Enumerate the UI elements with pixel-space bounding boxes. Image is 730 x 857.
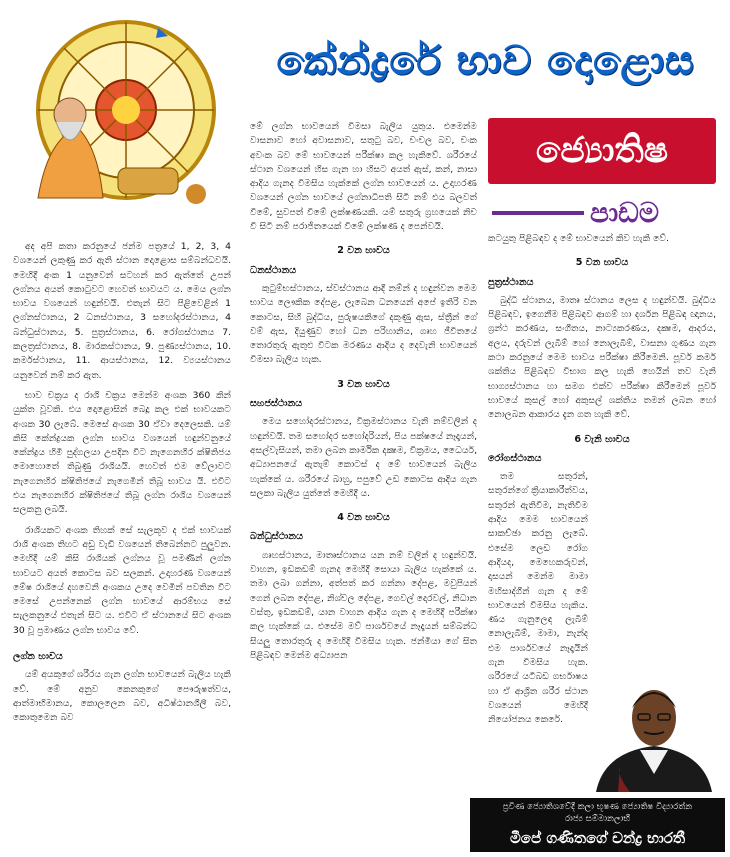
section-heading: 2 වන භාවය	[337, 245, 390, 257]
paragraph: මෙය සහෝදරස්ථානය, වික්‍රමස්ථානය වැනි නම්වලින් ද හඳුන්වයි. තම සහෝදර සහෝදරියන්, පිය පක්ෂයේ නෑදෑයන්, අසල්වැසියන්, තමා ලබන කාර්මික දක්‍ෂම, වික්‍රමය, ධෛර්ය, අධ්‍යාපනයේ ඇතැම් කොටස් ද මේ භාවයෙන් බැලිය හැක්කේ ය. ශරීරයේ බාහු, පපුවේ උඩ කොටස ආදිය ගැන සලකා බැලිය යුත්තේ මෙහිදී ය.	[250, 416, 477, 499]
author-credentials: ප්‍රවීණ ජ්‍යොතිශවේදී කලා භූෂණ ජ්‍යොතිෂ විද්‍යාරත්න	[502, 802, 693, 812]
page-title: කේන්ද්‍රරේ භාව දොළොස	[276, 38, 695, 84]
author-award: රාජ්‍ය සම්මානලාභී	[564, 814, 631, 824]
section-subheading: සහජස්ථානය	[250, 398, 303, 410]
paragraph: ගෘහස්ථානය, මාතෘස්ථානය යන නම් වලින් ද හඳුන්වයි. වාහන, ඉඩකඩම් ගැනද මෙහිදී සොයා බැලිය හැක්කේ ය. තමා ලබා ගන්නා, අත්පත් කර ගන්නා දේපළ, මවුපියන් ගෙන් ලබන දේපළ, නිශ්චල දේපළ, ගෙවල් දොරවල්, නිධාන වස්තු, ඉඩකඩම්, යාන වාහන ආදිය ගැන ද මෙහිදී පරීක්ෂා කල හැක්කේ ය. එසේම මව් පාර්ශවයේ නෑදෑයන් සම්බන්ධ සියලු තොරතුරු ද මෙහිදී විමසිය හැක. ජන්මියා ගේ සිත පිළිබඳව මෙන්ම අධ්‍යාපන	[250, 549, 477, 661]
section-subheading: රෝගස්ථානය	[488, 452, 542, 464]
zodiac-wheel-illustration	[8, 18, 228, 218]
section-heading: 4 වන භාවය	[337, 512, 390, 524]
section-subheading: බන්ධුස්ථානය	[250, 531, 303, 543]
section-subheading: ධනස්ථානය	[250, 264, 297, 276]
section-subheading: පුත්‍රස්ථානය	[488, 276, 534, 288]
divider-line	[492, 211, 584, 215]
section-heading: 3 වන භාවය	[337, 378, 390, 390]
paragraph: යම් අයකුගේ ශරීරය ගැන ලග්න භාවයෙන් බැලිය හැකි වේ. මේ අනුව කෙනකුගේ පෞරුෂත්වය, ආත්මාභිමානය, කොලලෙන බව, අධිෂ්ඨානශීලී බව, කොතුමෙන බව	[13, 669, 231, 724]
paragraph: බුද්ධි ස්ථානය, මාතෘ ස්ථානය ලෙස ද හඳුන්වයි. බුද්ධිය පිළිබඳව, ඉගෙනීම පිළිබඳව ආගම් හා දර්ශන පිළිබඳ ඥානය, ග්‍රන්ථ කරණය, සංගීතය, නාට්‍යකරණය, දක්‍ෂම, ආදරය, අලය, දරුවන් ලැබීම් හෝ නොලැබීම්, වාසනා ගුණය ගැන කථා කරනුයේ මෙම භාවය පරීක්ෂා කිරීමෙනි. පූර්ව කර්ම ශක්තිය පිළිබඳව විභාග කල හැකි හෙයින් තව වැනි භාග්‍යස්ථානය හා සමග එක්ව පරීක්ෂා කිරීමෙන් පූර්ව භාවයේ කුසල් හෝ අකුසල් ශක්තිය තමන් ලබන හෝ නොලබන ආකාරය දැන ගත හැකි වේ.	[488, 294, 716, 421]
paragraph: රාශියකට අංශක තිහක් සේ සැලකූව ද එක් භාවයක් රාශි අංශක තිහට අඩු වැඩි වශයෙන් තිබෙන්නට පුලුවන. මෙහිදී යම් කිසි රාශියක් ලග්නය වූ පමණින් ලග්න භාවයට අයත් කොටස බව සලකන්. උදාහරණ වශයෙන් මේෂ රාශියේ දහවෙනි අංශකය උදෙ වෙමින් පවතින විට මෙසේ උපන්නෙක් ලග්න භාවයේ ආරම්භය සේ සැලකනුයේ එතැන් සිට ය. එවිට ඒ ස්ථානයේ සිට අංශක 30 වූ ප්‍රමාණය ලග්න භාවය වේ.	[13, 524, 231, 636]
paragraph: අද අපි කතා කරනුයේ ජන්ම පත්‍රයේ 1, 2, 3, 4 වශයෙන් ලකුණු කර ඇති ස්ථාන දොළොස සම්බන්ධවයි. මෙහිදී අංක 1 යනුවෙන් සටහන් කර ඇත්තේ උපන් ලග්නය අයත් කොටුවට හෙවත් භාවයට ය. මෙය ලග්න භාවය වශයෙන් හඳුන්වයි. එතැන් සිට පිළිවෙළින් 1 ලග්නස්ථානය, 2 ධනස්ථානය, 3 සහෝදරස්ථානය, 4 බන්ධුස්ථානය, 5. පුත්‍රස්ථානය, 6. රෝගස්ථානය 7. කලත්‍රස්ථානය, 8. මාරකස්ථානය, 9. පුණ්‍යස්ථානය, 10. කර්මස්ථානය, 11. ආයස්ථානය, 12. ව්‍යයස්ථානය යනුවෙන් නම් කර ඇත.	[13, 241, 231, 381]
section-tag: ජ්‍යොතිෂ	[488, 118, 716, 184]
paragraph: භාව චක්‍රය ද රාශි චක්‍රය මෙන්ම අංශක 360 කින් යුක්ත වූවකි. එය දොළොසින් බෙදූ කල එක් භාවයකට අංශක 30 ලැබේ. මෙසේ අංශක 30 ඒවා දෙලෙසකි. යම් කිසි කේන්ද්‍රයක ලග්න භාවය වශයෙන් හඳුන්වනුයේ කේන්ද්‍රය හිමි පුද්ගලයා උපදින විට නැගෙනහිර ක්ෂිතිජය මොහොතේ තිබුණු රාශියයි. හෙවත් එම වේලාවට නැගෙනහිර ක්ෂිතිජයේ නැගෙමින් තිබූ භාවය යි. එවිට එය නැගෙනහිර ක්ෂිතිජයේ තිබූ ලග්න රාශිය වශයෙන් සලකනු ලබයි.	[13, 389, 231, 516]
author-byline	[470, 798, 725, 852]
paragraph: තම සතුරන්, සතුරන්ගේ ක්‍රියාකාරීත්වය, සතුරන් ඇතිවීම, නැතිවීම ආදිය මෙම භාවයෙන් සාකච්ඡා කරනු ලැබේ. එසේම ලෙඩ රෝග ආදියද, මෙහෙකරුවන්, දාසයන් මෙන්ම මාමා මහිසාද්ගීන් ගැන ද මේ භාවයෙන් විමසිය හැකිය. ණය ගැනුලෙඳ ලැබීම් නොලැබීම්, මාමා, නැන්ද එම පාර්ශවයේ නෑදෑයින් ගැන විමසිය හැක. ශරීරයේ යටිබඩ ගර්භාෂය හා ඒ ආශ්‍රිත ශරීර ස්ථාන වශයෙන් මෙහිදී නියෝජනය කෙරේ.	[488, 471, 588, 726]
paragraph: මේ ලග්න භාවයෙන් විමසා බැලිය යුතුය. එමෙන්ම වාසනාව හෝ අවාසනාව, සතුටු බව, චංචල බව, චංක අවංක බව මේ භාවයෙන් පරීක්ෂා කල හැකිවේ. ශරීරයේ ස්ථාන වශයෙන් හිස ගැන හා හිසට අයත් ඇස්, කන්, නාසා ආදිය ගැනද විමසිය හැක්කේ ලග්න භාවයෙන් ය. උදාහරණ වශයෙන් ලග්න භාවයේ ලග්නාධිපති සිටි නම් එය බලවත් වීමේ, සුවපත් වීමේ ලක්ෂණයකි. යම් සතුරු ග්‍රහයෙක් නිච වී සිටි නම් පරාජිතයෙක් වීමේ ලක්ෂණ ද පෙන්වයි.	[250, 121, 477, 233]
section-subheading: ලග්න භාවය	[13, 651, 63, 663]
article-column-3	[488, 232, 716, 734]
section-heading: 6 වැනි භාවය	[574, 433, 630, 445]
paragraph: කුටුම්භස්ථානය, ස්වස්ථානය ආදී නම්න් ද හඳුන්වන මෙම භාවය ලෞකික දේපළ, ලැබෙන ධනයෙන් අපේ ඉතිරි වන කොටස, සිහි බුද්ධිය, පුරුෂයකිගේ දකුණු ඇස, ස්ත්‍රීන් ගේ වම් ඇස, දියුණුව හෝ ධන පරිහානිය, ගෘහ ජීවිතයේ තොරතුරු ඇතුළු විටක මරණය ආදිය ද දෙවැනි භාවයෙන් විමසා බැලිය හැක.	[250, 282, 477, 366]
author-name: මීපේ ගණිතගේ චන්ද්‍ර භාරතී	[509, 829, 686, 847]
article-column-2	[250, 120, 477, 669]
section-subtitle: පාඩම	[590, 196, 660, 229]
author-photo	[590, 674, 718, 792]
article-column-1	[13, 240, 231, 732]
paragraph: කටයුතු පිළිබඳව ද මේ භාවයෙන් කිව හැකි වේ.	[488, 233, 669, 244]
section-heading: 5 වන භාවය	[575, 257, 629, 269]
